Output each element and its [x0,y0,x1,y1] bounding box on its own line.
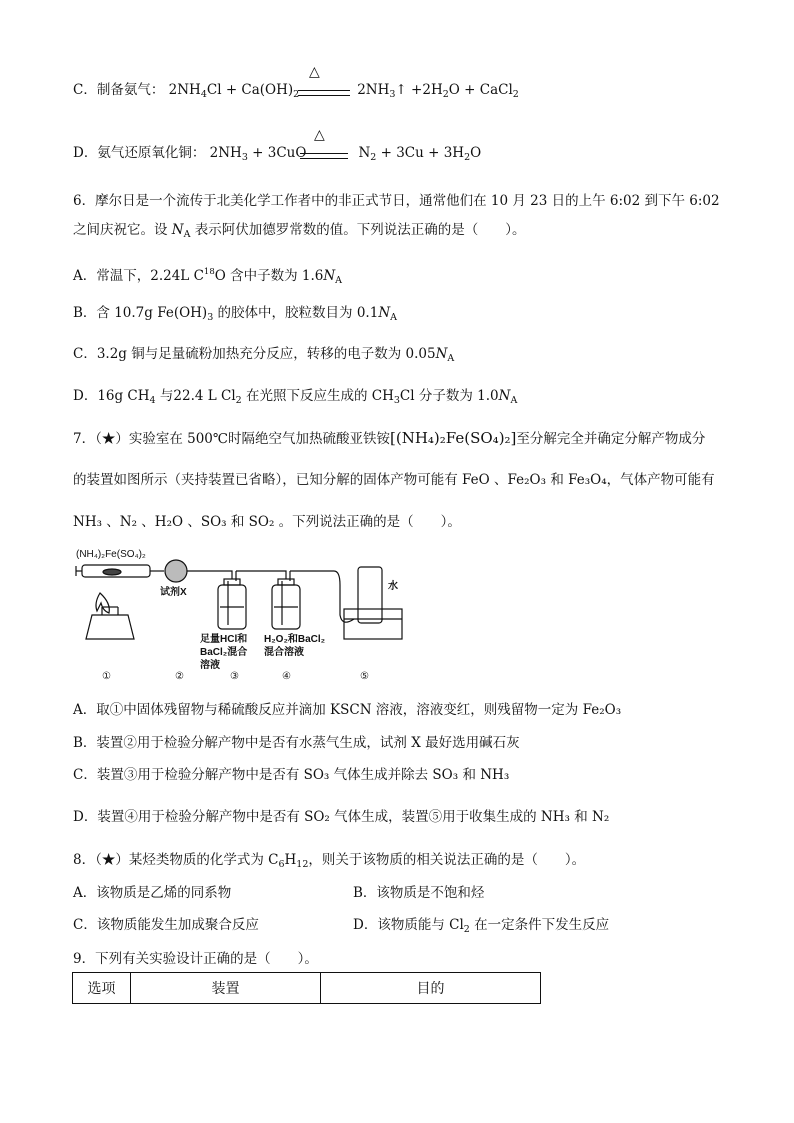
fig-number-3: ③ [230,671,239,682]
q8-option-d: D．该物质能与 $Cl_2$ 在一定条件下发生反应 [353,917,610,935]
alcohol-lamp [86,593,134,639]
q5-option-c: C．制备氨气： $2NH_4Cl + Ca(OH)_2$ $2NH_3↑ +2H_2O$ + CaCl$_2$ [73,82,519,100]
q5-option-d: D．氨气还原氧化铜： $2NH_3 + 3CuO$ $N_2 + 3Cu + 3H_2O$ [73,145,482,163]
wash-bottle-4 [272,571,334,629]
header-apparatus: 装置 [131,973,321,1004]
equals-sign [300,153,348,159]
q8-option-a: A．该物质是乙烯的同系物 [73,885,232,901]
fig-water-label: 水 [388,581,398,592]
q6-option-b: B．含 10.7g $Fe(OH)_3$ 的胶体中，胶粒数目为 $0.1N_A$ [73,305,397,323]
q7-option-a: A．取①中固体残留物与稀硫酸反应并滴加 KSCN 溶液，溶液变红，则残留物一定为 Fe₂O₃ [73,702,622,718]
q5-option-c-equation: $2NH_4Cl + Ca(OH)_2$ $2NH_3↑ +2H_2O$ + CaCl$_2$ [168,82,519,100]
fig-number-2: ② [175,671,184,682]
q7-option-d: D．装置④用于检验分解产物中是否有 SO₂ 气体生成，装置⑤用于收集生成的 NH₃ 和 N₂ [73,809,610,825]
q7-stem-line1: 7．（★）实验室在 500℃时隔绝空气加热硫酸亚铁铵[(NH₄)₂Fe(SO₄)₂]至分解完全并确定分解产物成分 [73,429,706,447]
fig-top-label: (NH₄)₂Fe(SO₄)₂ [76,549,146,560]
q9-stem: 9．下列有关实验设计正确的是（ ）。 [73,951,318,967]
svg-text:足量HCl和: 足量HCl和 [200,634,248,645]
header-option: 选项 [73,973,131,1004]
q6-option-a: A．常温下，2.24L $C^{18}O$ 含中子数为 $1.6N_A$ [73,267,343,286]
svg-text:混合溶液: 混合溶液 [264,647,304,658]
fig-number-5: ⑤ [360,671,369,682]
q6-option-c: C．3.2g 铜与足量硫粉加热充分反应，转移的电子数为 $0.05N_A$ [73,346,455,364]
fig-reagent-label: 试剂X [160,587,187,598]
drying-tube [165,560,212,582]
svg-text:BaCl₂混合: BaCl₂混合 [200,647,248,658]
q5-option-d-equation: $2NH_3 + 3CuO$ $N_2 + 3Cu + 3H_2O$ [209,145,482,163]
fig-number-1: ① [102,671,111,682]
svg-text:H₂O₂和BaCl₂: H₂O₂和BaCl₂ [264,634,326,645]
q9-table [72,972,541,1004]
table-header-row [73,973,541,1004]
q8-stem: 8．（★）某烃类物质的化学式为 $C_6H_{12}$，则关于该物质的相关说法正确的是（ ）。 [73,852,586,870]
wash-bottle-3 [212,571,276,629]
heat-delta-icon: △ [314,127,325,143]
q8-option-b: B．该物质是不饱和烃 [353,885,485,901]
q7-option-c: C．装置③用于检验分解产物中是否有 SO₃ 气体生成并除去 SO₃ 和 NH₃ [73,767,510,783]
header-purpose: 目的 [321,973,541,1004]
apparatus-diagram [72,545,412,685]
q8-option-c: C．该物质能发生加成聚合反应 [73,917,259,933]
q7-formula: [(NH₄)₂Fe(SO₄)₂] [390,429,517,447]
q7-option-b: B．装置②用于检验分解产物中是否有水蒸气生成，试剂 X 最好选用碱石灰 [73,735,520,751]
equals-sign [298,90,350,96]
gas-collection-trough [334,567,402,639]
q6-stem-line2: 之间庆祝它。设 $N_A$ 表示阿伏加德罗常数的值。下列说法正确的是（ ）。 [73,222,526,240]
heating-tube [76,565,164,577]
svg-text:溶液: 溶液 [200,660,220,671]
q7-stem-line3: NH₃ 、N₂ 、H₂O 、SO₃ 和 SO₂ 。下列说法正确的是（ ）。 [73,514,461,530]
q6-option-d: D．16g $CH_4$ 与22.4 L $Cl_2$ 在光照下反应生成的 $CH_3Cl$ 分子数为 $1.0N_A$ [73,388,518,406]
heat-delta-icon: △ [309,64,320,80]
q6-stem-line1: 6．摩尔日是一个流传于北美化学工作者中的非正式节日，通常他们在 10 月 23 日的上午 6:02 到下午 6:02 [73,193,720,209]
fig-number-4: ④ [282,671,291,682]
q7-stem-line2: 的装置如图所示（夹持装置已省略），已知分解的固体产物可能有 FeO 、Fe₂O₃ 和 Fe₃O₄，气体产物可能有 [73,472,715,488]
